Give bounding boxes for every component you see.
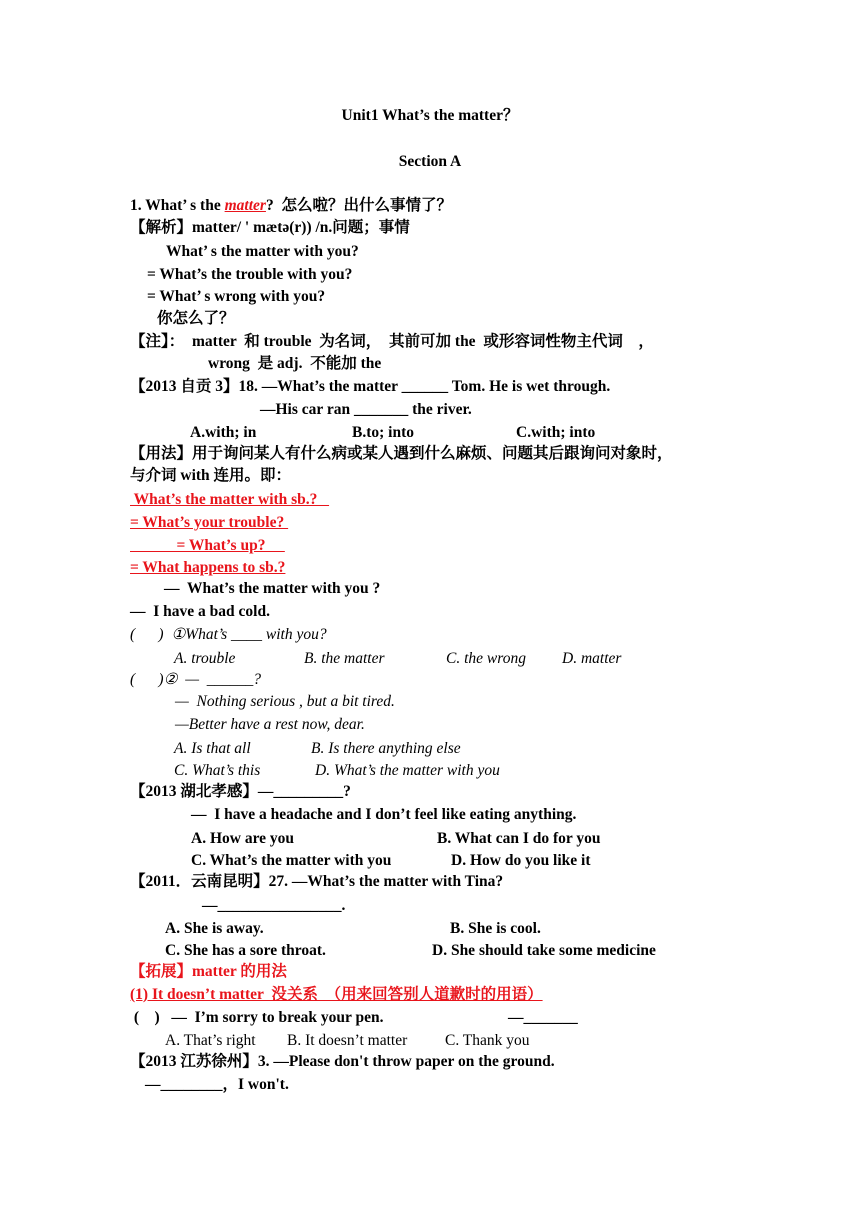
page-title: Unit1 What’s the matter？	[341, 107, 519, 124]
xuzhou-question: 【2013 江苏徐州】3. —Please don't throw paper on the ground.	[130, 1053, 555, 1070]
hubei-option-b: B. What can I do for you	[437, 830, 601, 847]
zigong-option-b: B.to; into	[352, 424, 414, 441]
equivalent-2: = What’s the trouble with you?	[147, 266, 353, 283]
hubei-option-c: C. What’s the matter with you	[191, 852, 392, 869]
exercise-1-option-c: C. the wrong	[446, 650, 526, 667]
question-1	[130, 196, 452, 216]
exercise-1: ( ) ①What’s ____ with you?	[130, 626, 327, 643]
kunming-option-c: C. She has a sore throat.	[165, 942, 326, 959]
zigong-response: —His car ran _______ the river.	[260, 401, 472, 418]
note-line-1: 【注】： matter 和 trouble 为名词， 其前可加 the 或形容词性物主代词 ，	[130, 333, 654, 350]
equivalent-chinese: 你怎么了？	[157, 310, 235, 327]
extension-option-a: A. That’s right	[165, 1032, 256, 1049]
equivalent-1: What’ s the matter with you?	[166, 243, 359, 260]
dialogue-question: — What’s the matter with you ?	[164, 580, 381, 597]
dialogue-answer: — I have a bad cold.	[130, 603, 270, 620]
extension-question: ( ) — I’m sorry to break your pen.	[130, 1009, 384, 1026]
hubei-question: 【2013 湖北孝感】—_________?	[130, 783, 351, 800]
hubei-option-d: D. How do you like it	[451, 852, 591, 869]
xuzhou-response: —________，I won't.	[145, 1076, 289, 1093]
extension-option-c: C. Thank you	[445, 1032, 530, 1049]
extension-point-1: (1) It doesn’t matter 没关系 （用来回答别人道歉时的用语）	[130, 986, 543, 1003]
exercise-2-line-1: — Nothing serious , but a bit tired.	[175, 693, 395, 710]
exercise-2-option-c: C. What’s this	[174, 762, 261, 779]
equivalent-3: = What’ s wrong with you?	[147, 288, 326, 305]
exercise-1-option-a: A. trouble	[174, 650, 236, 667]
note-line-2: wrong 是 adj. 不能加 the	[208, 355, 382, 372]
exercise-2: ( )② — ______?	[130, 671, 262, 688]
usage-line-2: 与介词 with 连用。即：	[130, 467, 292, 484]
section-heading: Section A	[398, 153, 462, 170]
usage-pattern-4: = What happens to sb.?	[130, 559, 286, 576]
exercise-1-option-b: B. the matter	[304, 650, 385, 667]
zigong-option-c: C.with; into	[516, 424, 596, 441]
analysis-line: 【解析】matter/ ' mætə(r)) /n.问题；事情	[130, 219, 410, 236]
usage-line-1: 【用法】用于询问某人有什么病或某人遇到什么麻烦、问题其后跟询问对象时，	[130, 445, 673, 462]
hubei-option-a: A. How are you	[191, 830, 295, 847]
zigong-option-a: A.with; in	[190, 424, 257, 441]
extension-title: 【拓展】matter 的用法	[130, 963, 287, 980]
usage-pattern-2: = What’s your trouble?	[130, 514, 289, 531]
exercise-2-option-b: B. Is there anything else	[311, 740, 461, 757]
exercise-2-option-a: A. Is that all	[174, 740, 251, 757]
kunming-blank: —________________.	[202, 897, 346, 914]
keyword-matter: matter	[224, 197, 266, 214]
extension-option-b: B. It doesn’t matter	[287, 1032, 408, 1049]
exercise-1-option-d: D. matter	[562, 650, 622, 667]
kunming-question: 【2011．云南昆明】27. —What’s the matter with Tina?	[130, 873, 504, 890]
extension-answer-blank: —_______	[508, 1009, 578, 1026]
zigong-question: 【2013 自贡 3】18. —What’s the matter ______ Tom. He is wet through.	[130, 378, 611, 395]
kunming-option-d: D. She should take some medicine	[432, 942, 656, 959]
exercise-2-line-2: —Better have a rest now, dear.	[175, 716, 365, 733]
usage-pattern-3: = What’s up?	[130, 537, 285, 554]
kunming-option-a: A. She is away.	[165, 920, 264, 937]
exercise-2-option-d: D. What’s the matter with you	[315, 762, 500, 779]
kunming-option-b: B. She is cool.	[450, 920, 541, 937]
question-1-rest: ? 怎么啦？出什么事情了？	[265, 197, 452, 214]
question-1-prefix: 1. What’ s the	[130, 197, 225, 214]
hubei-line: — I have a headache and I don’t feel like eating anything.	[191, 806, 577, 823]
usage-pattern-1: What’s the matter with sb.?	[130, 491, 330, 508]
